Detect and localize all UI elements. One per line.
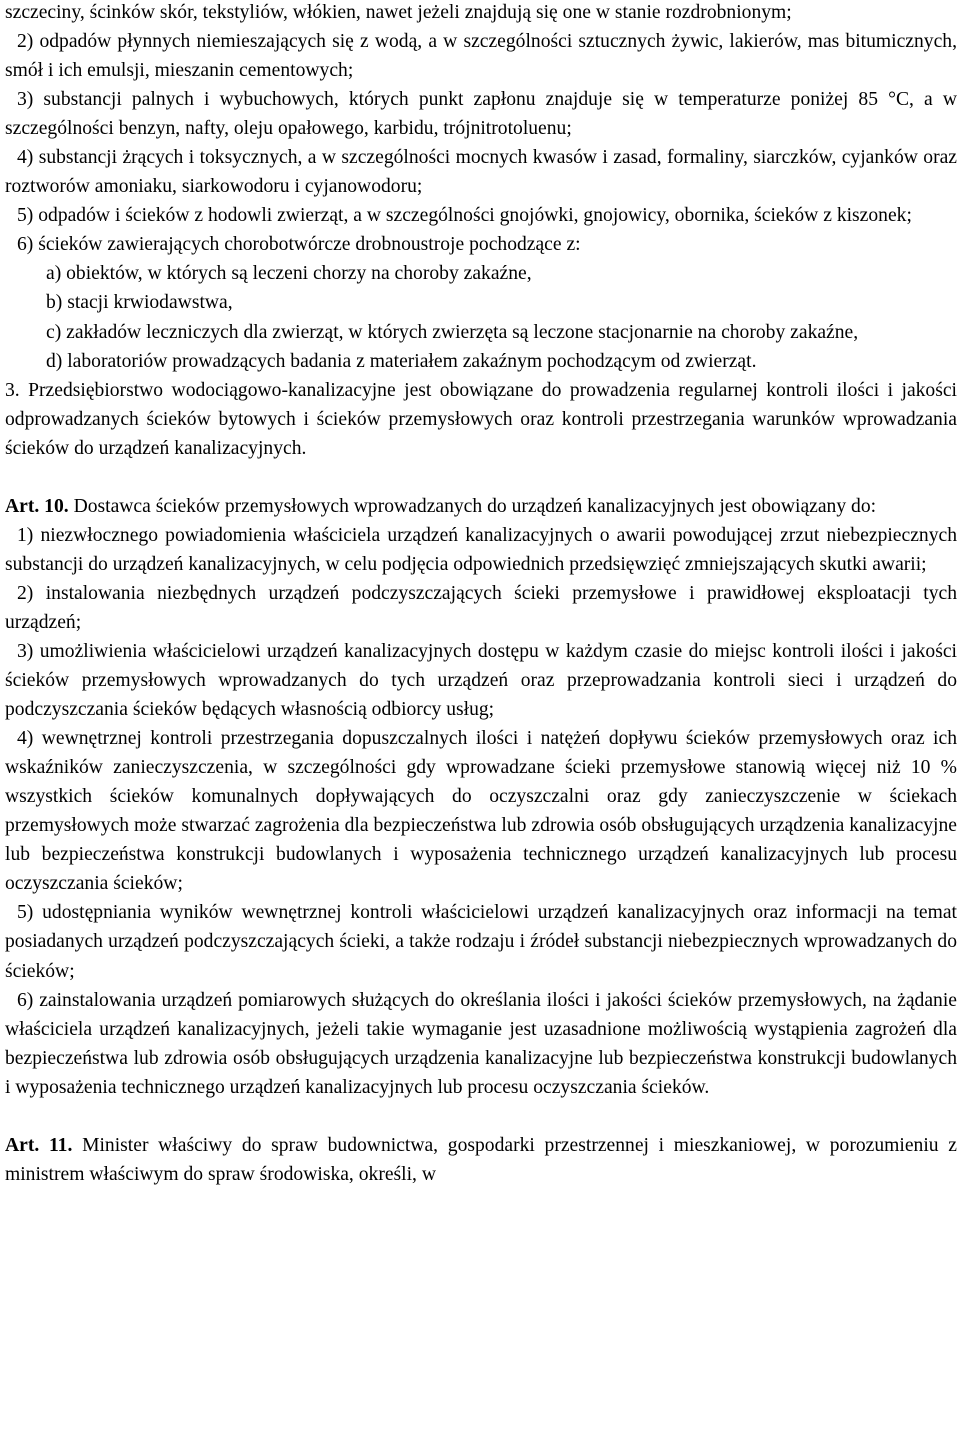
paragraph-3: 3. Przedsiębiorstwo wodociągowo-kanalizacyjne jest obowiązane do prowadzenia regularnej kontroli ilości i jakości odprowadzanych ścieków bytowych i ścieków przemysłowych oraz kontroli przestrzegania warunków wprowadzania ścieków do urządzeń kanalizacyjnych.	[5, 379, 957, 459]
paragraph-gap	[5, 463, 957, 492]
paragraph-gap	[5, 1102, 957, 1131]
paragraph-continuation: szczeciny, ścinków skór, tekstyliów, włókien, nawet jeżeli znajdują się one w stanie rozdrobnionym;	[5, 2, 792, 23]
article-10-item-5: 5) udostępniania wyników wewnętrznej kontroli właścicielowi urządzeń kanalizacyjnych oraz informacji na temat posiadanych urządzeń podczyszczających ścieki, a także rodzaju i źródeł substancji niebezpiecznych wprowadzanych do ścieków;	[5, 902, 957, 982]
sub-item-b: b) stacji krwiodawstwa,	[46, 292, 233, 314]
list-item-5: 5) odpadów i ścieków z hodowli zwierząt, a w szczególności gnojówki, gnojowicy, obornika, ścieków z kiszonek;	[17, 205, 912, 227]
article-11	[5, 1131, 957, 1189]
article-10-item-1: 1) niezwłocznego powiadomienia właściciela urządzeń kanalizacyjnych o awarii powodującej zrzut niebezpiecznych substancji do urządzeń kanalizacyjnych, w celu podjęcia odpowiednich przedsięwzięć zmniejszających skutki awarii;	[5, 524, 957, 575]
article-10-intro: Dostawca ścieków przemysłowych wprowadzanych do urządzeń kanalizacyjnych jest obowiązany do:	[68, 495, 877, 517]
document-page	[5, 0, 957, 1189]
list-item-4: 4) substancji żrących i toksycznych, a w szczególności mocnych kwasów i zasad, formaliny, siarczków, cyjanków oraz roztworów amoniaku, siarkowodoru i cyjanowodoru;	[5, 147, 957, 198]
article-11-label: Art. 11.	[5, 1134, 73, 1156]
article-10-item-4: 4) wewnętrznej kontroli przestrzegania dopuszczalnych ilości i natężeń dopływu ścieków przemysłowych oraz ich wskaźników zanieczyszczenia, w szczególności gdy wprowadzane ścieki przemysłowe stanowią więcej niż 10 % wszystkich ścieków komunalnych dopływających do oczyszczalni oraz gdy zanieczyszczenie w ściekach przemysłowych może stwarzać zagrożenia dla bezpieczeństwa lub zdrowia osób obsługujących urządzenia kanalizacyjne lub bezpieczeństwa konstrukcji budowlanych i wyposażenia technicznego urządzeń kanalizacyjnych lub procesu oczyszczania ścieków;	[5, 728, 957, 895]
article-11-text: Minister właściwy do spraw budownictwa, gospodarki przestrzennej i mieszkaniowej, w porozumieniu z ministrem właściwym do spraw środowiska, określi, w	[5, 1134, 957, 1185]
article-10-item-3: 3) umożliwienia właścicielowi urządzeń kanalizacyjnych dostępu w każdym czasie do miejsc kontroli ilości i jakości ścieków przemysłowych wprowadzanych do tych urządzeń oraz przeprowadzania kontroli sieci i urządzeń do podczyszczania ścieków będących własnością odbiorcy usług;	[5, 640, 957, 721]
sub-item-c: c) zakładów leczniczych dla zwierząt, w których zwierzęta są leczone stacjonarnie na choroby zakaźne,	[46, 321, 859, 343]
article-10-item-6: 6) zainstalowania urządzeń pomiarowych służących do określania ilości i jakości ścieków przemysłowych, na żądanie właściciela urządzeń kanalizacyjnych, jeżeli takie wymaganie jest uzasadnione możliwością wystąpienia zagrożeń dla bezpieczeństwa lub zdrowia osób obsługujących urządzenia kanalizacyjne lub bezpieczeństwa konstrukcji budowlanych i wyposażenia technicznego urządzeń kanalizacyjnych lub procesu oczyszczania ścieków.	[5, 989, 957, 1098]
article-10	[5, 492, 957, 521]
article-10-item-2: 2) instalowania niezbędnych urządzeń podczyszczających ścieki przemysłowe i prawidłowej eksploatacji tych urządzeń;	[5, 582, 957, 633]
sub-item-a: a) obiektów, w których są leczeni chorzy na choroby zakaźne,	[46, 263, 532, 285]
list-item-6: 6) ścieków zawierających chorobotwórcze drobnoustroje pochodzące z:	[17, 234, 581, 256]
article-10-label: Art. 10.	[5, 495, 69, 517]
list-item-3: 3) substancji palnych i wybuchowych, których punkt zapłonu znajduje się w temperaturze poniżej 85 °C, a w szczególności benzyn, nafty, oleju opałowego, karbidu, trójnitrotoluenu;	[5, 89, 957, 140]
list-item-2: 2) odpadów płynnych niemieszających się z wodą, a w szczególności sztucznych żywic, lakierów, mas bitumicznych, smół i ich emulsji, mieszanin cementowych;	[5, 31, 957, 82]
sub-item-d: d) laboratoriów prowadzących badania z materiałem zakaźnym pochodzącym od zwierząt.	[46, 350, 757, 372]
